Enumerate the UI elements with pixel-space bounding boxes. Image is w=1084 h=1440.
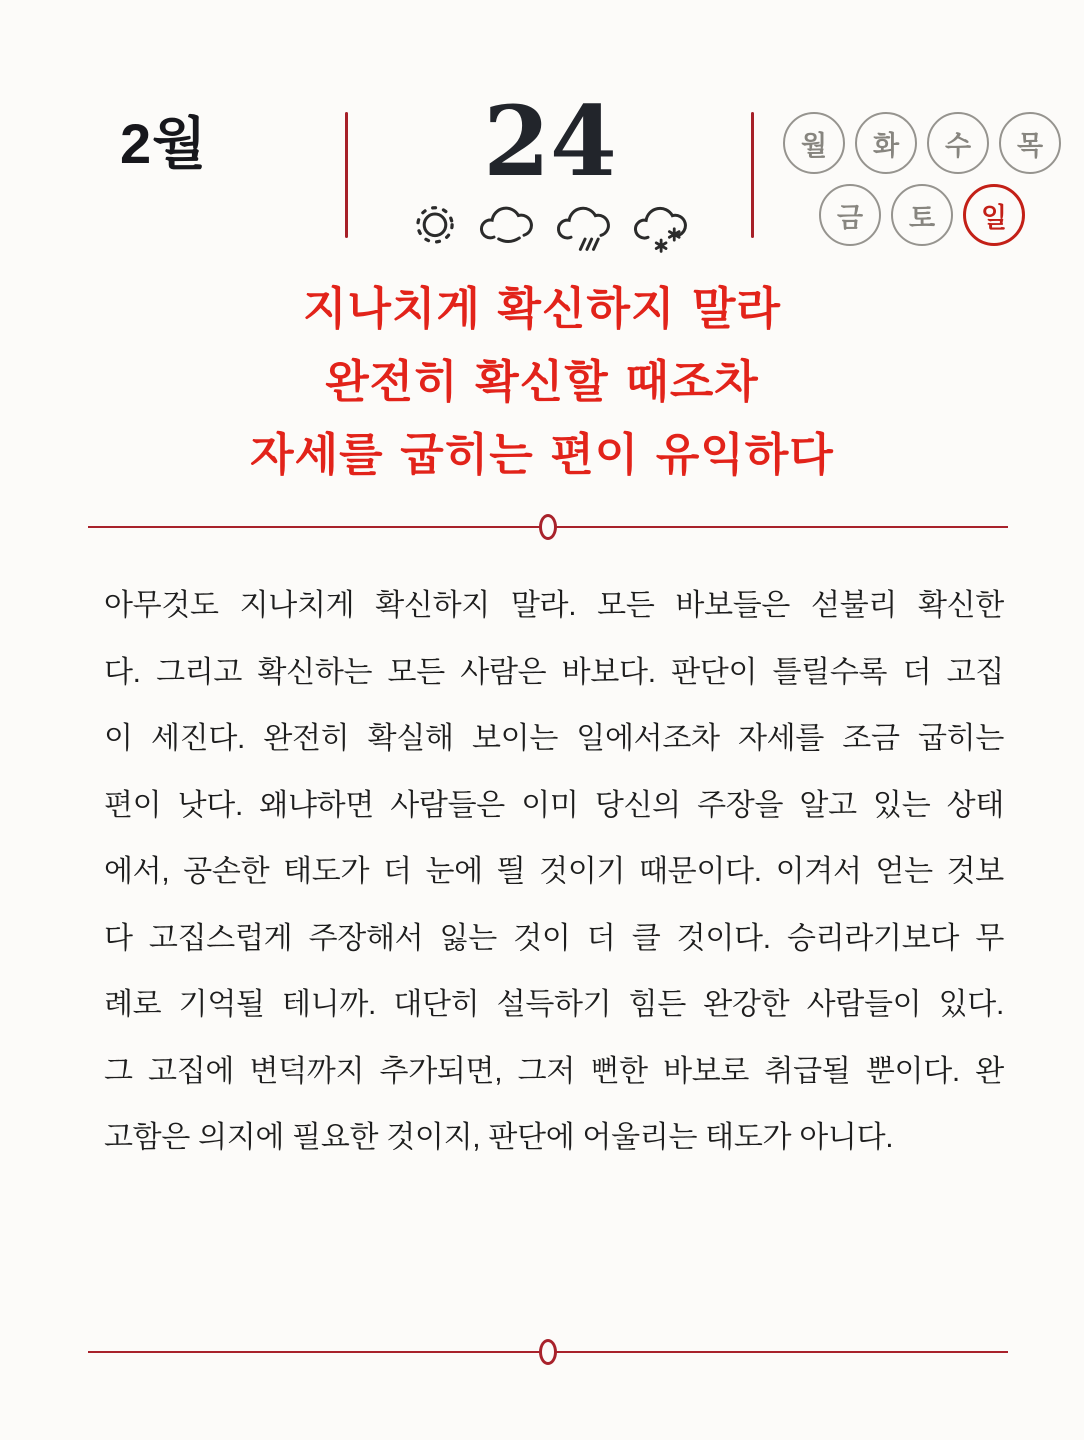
body-line: 다. 그리고 확신하는 모든 사람은 바보다. 판단이 틀릴수록 더 고집 xyxy=(104,655,1004,689)
body-line: 다 고집스럽게 주장해서 잃는 것이 더 클 것이다. 승리라기보다 무 xyxy=(104,921,1004,955)
body-line: 고함은 의지에 필요한 것이지, 판단에 어울리는 태도가 아니다. xyxy=(104,1121,894,1154)
header-divider-right xyxy=(751,112,754,238)
quote-title xyxy=(0,272,1084,491)
divider-top xyxy=(88,526,1008,528)
divider-ring-icon xyxy=(539,1339,557,1365)
quote-title-line-3: 자세를 굽히는 편이 유익하다 xyxy=(250,428,834,481)
sun-icon xyxy=(408,196,462,250)
weekday-circle-fri: 금 xyxy=(819,184,881,246)
month-label: 2월 xyxy=(120,112,208,175)
weekday-circle-tue: 화 xyxy=(855,112,917,174)
body-line: 례로 기억될 테니까. 대단히 설득하기 힘든 완강한 사람들이 있다. xyxy=(104,988,1004,1021)
snow-cloud-icon xyxy=(633,196,693,256)
weekday-row-2 xyxy=(819,184,1025,246)
weekday-circle-sat: 토 xyxy=(891,184,953,246)
quote-title-line-2: 완전히 확신할 때조차 xyxy=(325,355,759,408)
body-line: 아무것도 지나치게 확신하지 말라. 모든 바보들은 섣불리 확신한 xyxy=(104,589,1004,622)
body-line: 이 세진다. 완전히 확실해 보이는 일에서조차 자세를 조금 굽히는 xyxy=(104,722,1004,755)
cloud-icon xyxy=(479,196,539,250)
weekday-circle-mon: 월 xyxy=(783,112,845,174)
divider-bottom xyxy=(88,1351,1008,1353)
weekday-circle-thu: 목 xyxy=(999,112,1061,174)
rain-cloud-icon xyxy=(556,196,616,254)
divider-ring-icon xyxy=(539,514,557,540)
weekday-circle-wed: 수 xyxy=(927,112,989,174)
weekday-row-1 xyxy=(783,112,1061,174)
weekday-circle-sun-active: 일 xyxy=(963,184,1025,246)
body-line: 그 고집에 변덕까지 추가되면, 그저 뻔한 바보로 취급될 뿐이다. 완 xyxy=(104,1054,1004,1088)
weekday-circles xyxy=(780,112,1064,246)
quote-body xyxy=(104,573,1004,1172)
weather-icon-row xyxy=(350,196,750,256)
header-divider-left xyxy=(345,112,348,238)
body-line: 편이 낫다. 왜냐하면 사람들은 이미 당신의 주장을 알고 있는 상태 xyxy=(104,788,1004,822)
quote-title-line-1: 지나치게 확신하지 말라 xyxy=(302,282,782,335)
day-number: 24 xyxy=(483,85,617,198)
body-line: 에서, 공손한 태도가 더 눈에 띌 것이기 때문이다. 이겨서 얻는 것보 xyxy=(104,855,1004,888)
